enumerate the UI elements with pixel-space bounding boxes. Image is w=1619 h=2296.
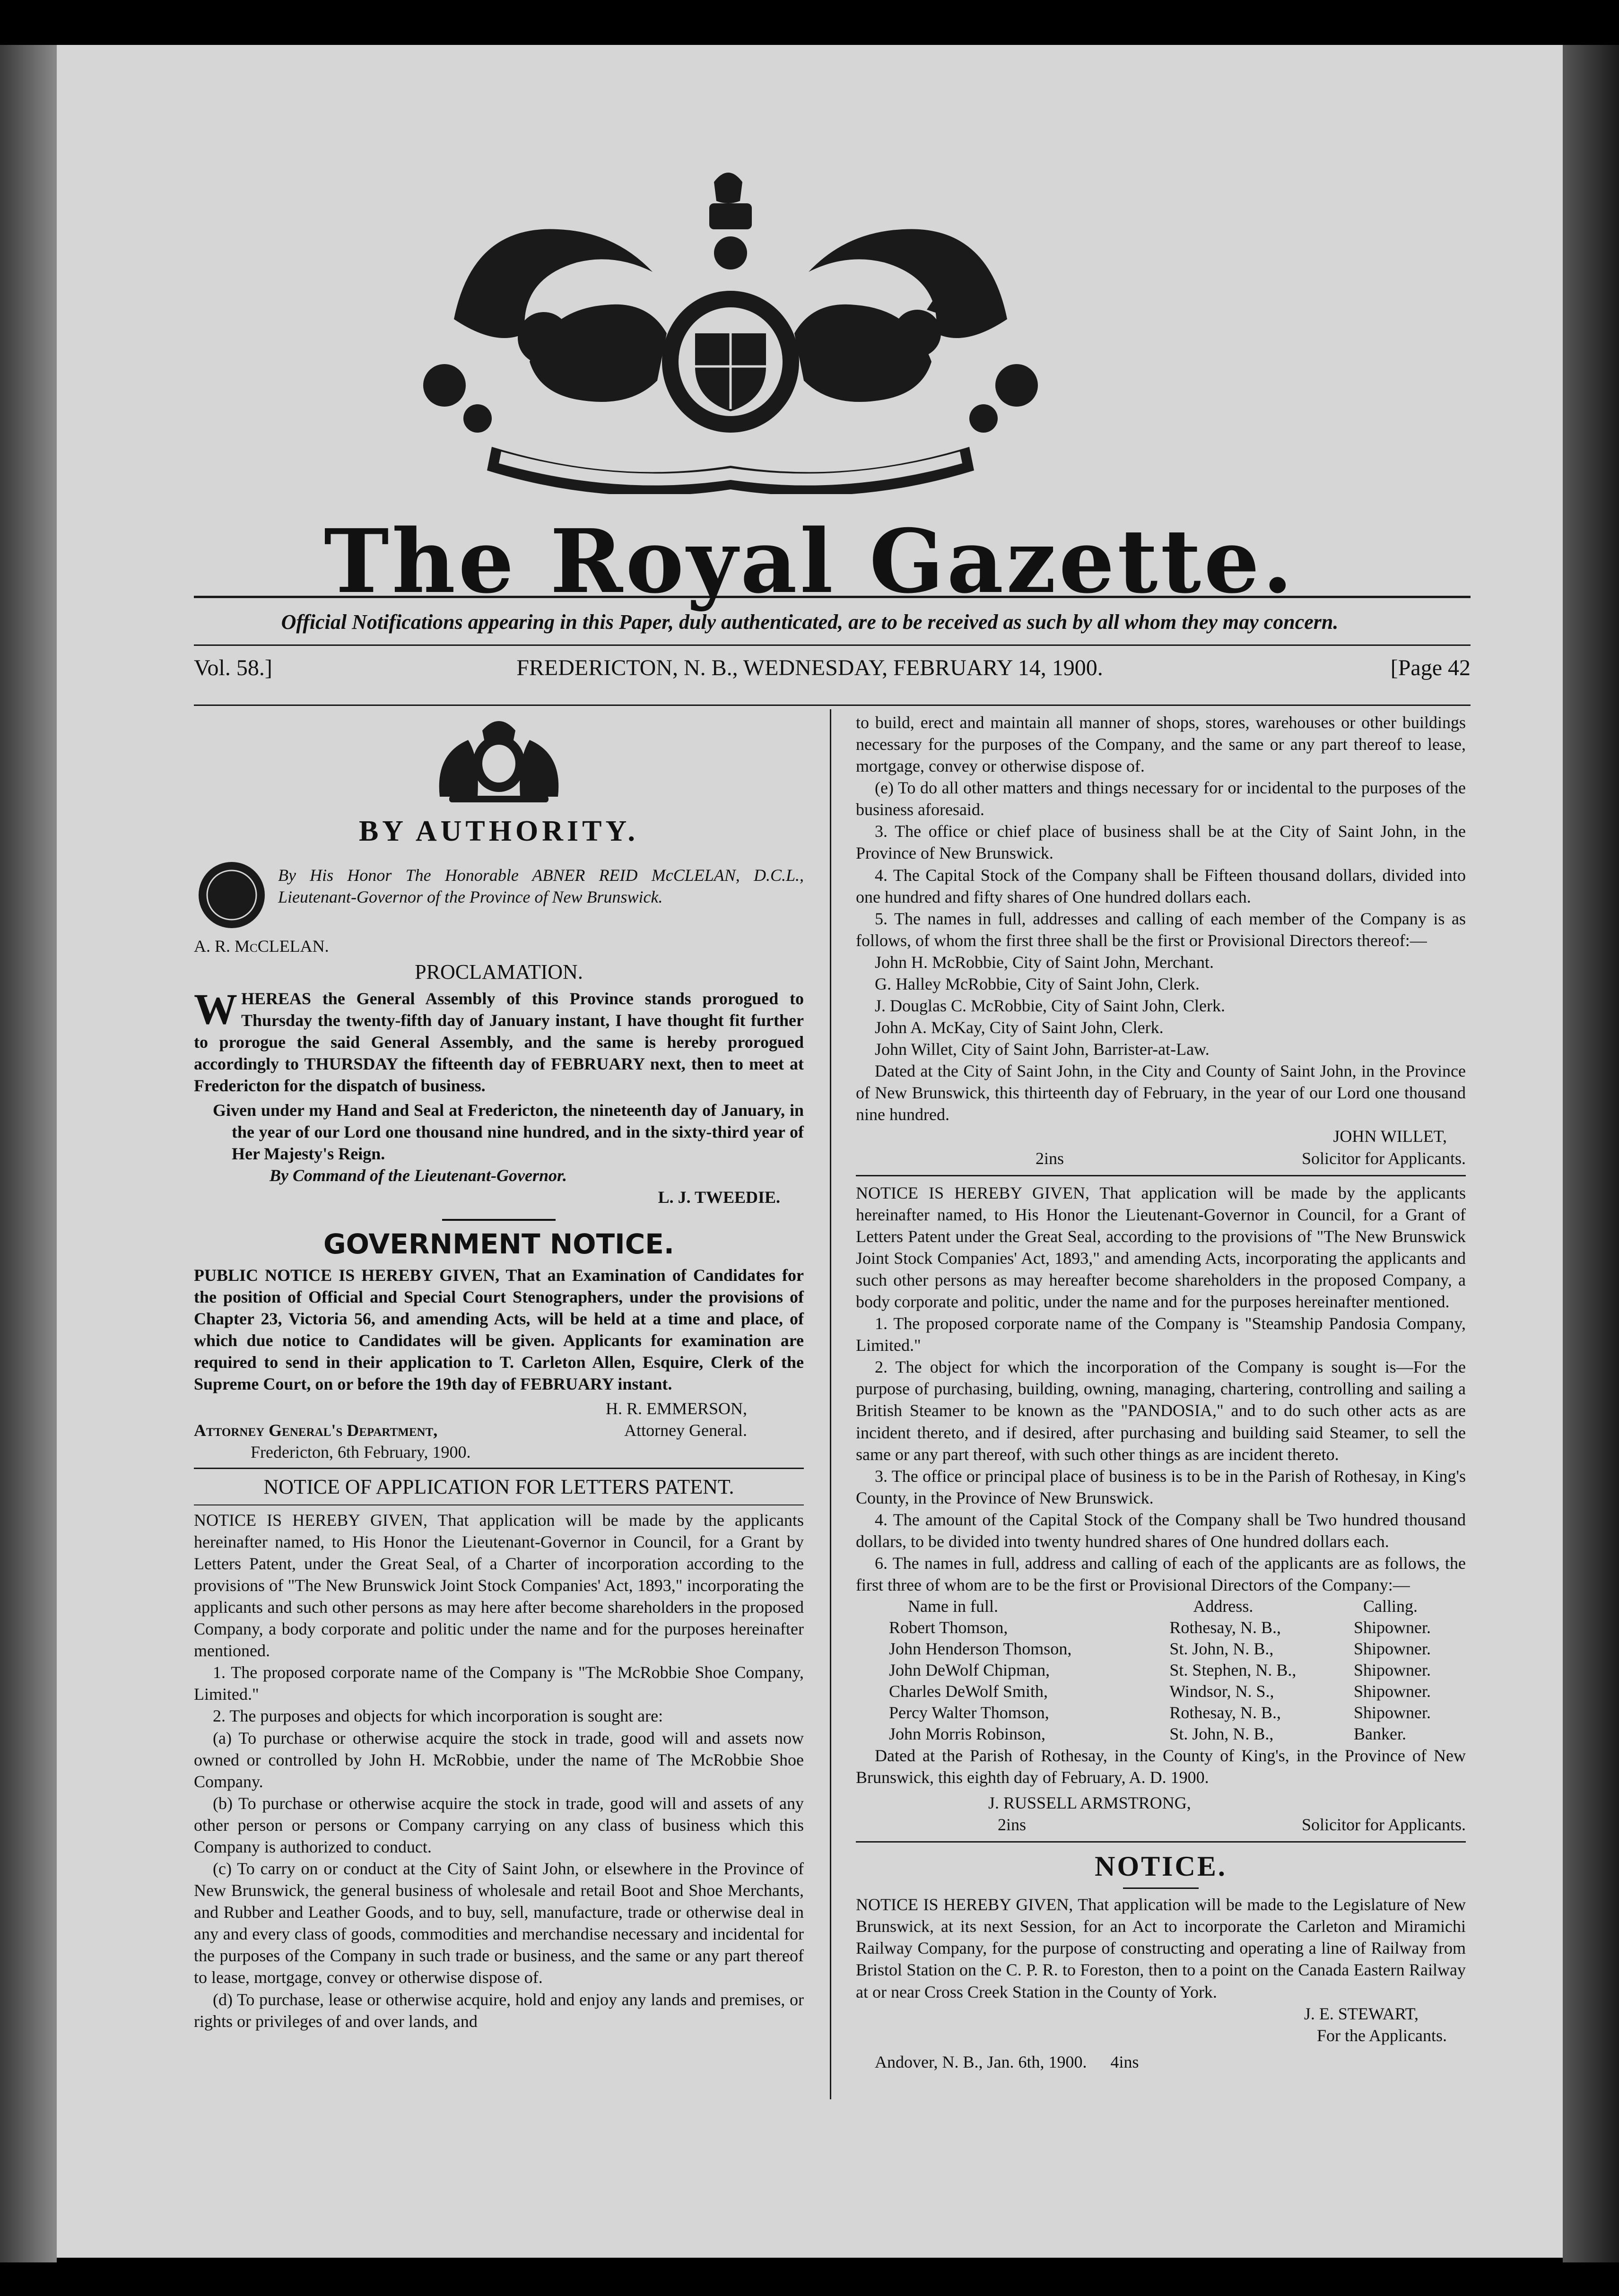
dateline-rule xyxy=(194,704,1471,706)
drop-cap: W xyxy=(194,987,237,1033)
list-item: G. Halley McRobbie, City of Saint John, Clerk. xyxy=(875,974,1200,993)
continued-text: to build, erect and maintain all manner of shops, stores, warehouses or other buildings necessary for the purposes of the Company, and the same or any part thereof to lease, mortgage, convey or otherwise dispose of. xyxy=(856,713,1466,776)
pandosia-item-6: 6. The names in full, address and calling of each of the applicants are as follows, the first three of whom are to be the first or Provisional Directors of the Company:— xyxy=(856,1553,1466,1595)
list-item: John A. McKay, City of Saint John, Clerk. xyxy=(875,1018,1164,1037)
item-4: 4. The Capital Stock of the Company shall be Fifteen thousand dollars, divided into one hundred and fifty shares of One hundred dollars each. xyxy=(856,865,1466,906)
signature-title: For the Applicants. xyxy=(1317,2026,1447,2045)
gov-signature-name: H. R. EMMERSON, xyxy=(605,1399,747,1418)
page-number: [Page 42 xyxy=(1390,655,1471,680)
given-text: Given under my Hand and Seal at Fredericton, the nineteenth day of January, in the year of our Lord one thousand nine hundred, and in the sixty-third year of Her Majesty's Reign. xyxy=(213,1101,804,1164)
letters-patent-item-d: (d) To purchase, lease or otherwise acquire, hold and enjoy any lands and premises, or rights or privileges of and over lands, and xyxy=(194,1990,804,2031)
newspaper-page xyxy=(57,45,1563,2258)
letters-patent-text: NOTICE IS HEREBY GIVEN, That application will be made by the applicants hereinafter named, to His Honor the Lieutenant-Governor in Council, for a Grant by Letters Patent, under the Great Seal, of a Charter of incorporation according to the provisions of "The New Brunswick Joint Stock Companies' Act, 1893," incorporating the applicants and such other persons as may here after become shareholders in the proposed Company, a body corporate and politic under the name and for the purposes hereinafter mentioned. xyxy=(194,1510,804,1661)
item-e: (e) To do all other matters and things necessary for or incidental to the purposes of the business aforesaid. xyxy=(856,778,1466,819)
letters-patent-item-1: 1. The proposed corporate name of the Company is "The McRobbie Shoe Company, Limited." xyxy=(194,1663,804,1704)
proclamation-heading: PROCLAMATION. xyxy=(415,960,583,984)
newspaper-title: The Royal Gazette. xyxy=(323,510,1296,613)
gov-signature-row xyxy=(194,1419,804,1441)
item-3: 3. The office or chief place of business shall be at the City of Saint John, in the Province of New Brunswick. xyxy=(856,822,1466,863)
table-row: John DeWolf Chipman, St. Stephen, N. B., Shipowner. xyxy=(889,1661,1431,1680)
dated-statement: Dated at the Parish of Rothesay, in the County of King's, in the Province of New Brunswick, this eighth day of February, A. D. 1900. xyxy=(856,1746,1466,1787)
lg-intro-block xyxy=(194,860,804,931)
pandosia-notice-text: NOTICE IS HEREBY GIVEN, That application will be made by the applicants hereinafter named, to His Honor the Lieutenant-Governor in Council, for a Grant of Letters Patent under the Great Seal, according to the provisions of "The New Brunswick Joint Stock Companies' Act, 1893," and amending Acts, incorporating the applicants and such other persons as may hereafter become shareholders in the proposed Company, a body corporate and politic, under the name and for the purposes hereinafter mentioned. xyxy=(856,1183,1466,1312)
column-header: Name in full. xyxy=(908,1597,998,1616)
list-item: J. Douglas C. McRobbie, City of Saint John, Clerk. xyxy=(875,996,1225,1016)
table-header-row xyxy=(856,1596,1466,1617)
by-command-signature: L. J. TWEEDIE. xyxy=(658,1188,780,1207)
pandosia-item-1: 1. The proposed corporate name of the Company is "Steamship Pandosia Company, Limited." xyxy=(856,1314,1466,1355)
tagline: Official Notifications appearing in this Paper, duly authenticated, are to be received as such by all whom they may concern. xyxy=(281,610,1339,634)
list-item: John H. McRobbie, City of Saint John, Merchant. xyxy=(875,952,1214,972)
section-rule xyxy=(442,1219,556,1221)
insertion-count: 2ins xyxy=(998,1815,1027,1835)
signature-row xyxy=(856,1148,1466,1169)
notice-footer-row xyxy=(856,2051,1466,2073)
signature-name: JOHN WILLET, xyxy=(1333,1127,1447,1146)
table-row: John Morris Robinson, St. John, N. B., Banker. xyxy=(889,1724,1406,1744)
right-column xyxy=(856,712,1466,2073)
small-coat-of-arms-icon xyxy=(194,712,804,806)
letters-patent-item-b: (b) To purchase or otherwise acquire the stock in trade, good will and assets of any other person or persons or Company carrying on any class of business which this Company is authorized to conduct. xyxy=(194,1793,804,1856)
gov-department-date: Fredericton, 6th February, 1900. xyxy=(251,1443,471,1462)
gov-department: Attorney General's Department, xyxy=(194,1421,438,1440)
place-date: FREDERICTON, N. B., WEDNESDAY, FEBRUARY 14, 1900. xyxy=(516,655,1103,680)
insertion-count: 4ins xyxy=(1110,2052,1139,2071)
notice-heading: NOTICE. xyxy=(1095,1851,1227,1882)
table-row: Robert Thomson, Rothesay, N. B., Shipowner. xyxy=(889,1618,1431,1637)
table-row: John Henderson Thomson, St. John, N. B., Shipowner. xyxy=(889,1639,1431,1659)
directors-table xyxy=(856,1596,1466,1745)
lg-signature: A. R. McCLELAN. xyxy=(194,937,329,956)
proclamation-text: WHEREAS the General Assembly of this Province stands prorogued to Thursday the twenty-fifth day of January instant, I have thought fit further to prorogue the said General Assembly, and the same is hereby prorogued accordingly to THURSDAY the fifteenth day of FEBRUARY next, then to meet at Fredericton for the dispatch of business. xyxy=(194,987,804,1096)
heading-rule xyxy=(1123,1887,1199,1889)
tagline-rule xyxy=(194,644,1471,646)
column-divider xyxy=(830,709,831,2099)
railway-notice-text: NOTICE IS HEREBY GIVEN, That application will be made to the Legislature of New Brunswick, at its next Session, for an Act to incorporate the Carleton and Miramichi Railway Company, for the purpose of constructing and operating a line of Railway from Bristol Station on the C. P. R. to Foreston, then to a point on the Canada Eastern Railway at or near Cross Creek Station in the County of York. xyxy=(856,1895,1466,2001)
letters-patent-item-a: (a) To purchase or otherwise acquire the stock in trade, good will and assets now owned or controlled by John H. McRobbie, under the name of The McRobbie Shoe Company. xyxy=(194,1728,804,1791)
by-authority-heading: BY AUTHORITY. xyxy=(358,815,639,847)
signature-title: Solicitor for Applicants. xyxy=(1302,1148,1466,1168)
insertion-count: 2ins xyxy=(1036,1148,1064,1168)
section-rule xyxy=(194,1468,804,1469)
binding-shadow xyxy=(0,45,57,2262)
table-row: Percy Walter Thomson, Rothesay, N. B., Shipowner. xyxy=(889,1703,1431,1722)
item-5: 5. The names in full, addresses and calling of each member of the Company is as follows, of whom the first three shall be the first or Provisional Directors thereof:— xyxy=(856,909,1466,950)
signature-title: Solicitor for Applicants. xyxy=(1302,1815,1466,1835)
column-header: Calling. xyxy=(1363,1597,1418,1616)
signature-name: J. RUSSELL ARMSTRONG, xyxy=(988,1793,1191,1813)
dated-statement: Dated at the City of Saint John, in the City and County of Saint John, in the Province of New Brunswick, this thirteenth day of February, in the year of our Lord one thousand nine hundred. xyxy=(856,1061,1466,1124)
pandosia-item-2: 2. The object for which the incorporation of the Company is sought is—For the purpose of purchasing, building, owning, managing, chartering, controlling and sailing a British Steamer to be known as the "PANDOSIA," and to do such other acts as are incident thereto, and if desired, after purchasing and building said Steamer, to sell the same or any part thereof, with such other things as are incident thereto. xyxy=(856,1357,1466,1464)
by-command: By Command of the Lieutenant-Governor. xyxy=(270,1166,567,1185)
letters-patent-item-2: 2. The purposes and objects for which incorporation is sought are: xyxy=(213,1706,663,1726)
gov-signature-title: Attorney General. xyxy=(624,1421,747,1440)
government-notice-heading: GOVERNMENT NOTICE. xyxy=(323,1227,674,1260)
left-column xyxy=(194,712,804,2032)
table-row: Charles DeWolf Smith, Windsor, N. S., Shipowner. xyxy=(889,1682,1431,1701)
lg-intro: By His Honor The Honorable ABNER REID McCLELAN, D.C.L., Lieutenant-Governor of the Province of New Brunswick. xyxy=(278,866,804,907)
royal-coat-of-arms-icon xyxy=(388,163,1073,494)
government-notice-text: PUBLIC NOTICE IS HEREBY GIVEN, That an Examination of Candidates for the position of Official and Special Court Stenographers, under the provisions of Chapter 23, Victoria 56, and amending Acts, will be held at a time and place, of which due notice to Candidates will be given. Applicants for examination are required to send in their application to T. Carleton Allen, Esquire, Clerk of the Supreme Court, on or before the 19th day of FEBRUARY instant. xyxy=(194,1265,804,1394)
place-date: Andover, N. B., Jan. 6th, 1900. xyxy=(875,2052,1087,2071)
volume-number: Vol. 58.] xyxy=(194,655,272,680)
column-header: Address. xyxy=(1193,1597,1253,1616)
pandosia-item-3: 3. The office or principal place of business is to be in the Parish of Rothesay, in King's County, in the Province of New Brunswick. xyxy=(856,1466,1466,1507)
member-list xyxy=(856,951,1466,1060)
signature-row xyxy=(856,1792,1466,1814)
section-rule xyxy=(856,1841,1466,1843)
signature-name: J. E. STEWART, xyxy=(1304,2004,1419,2023)
signature-row xyxy=(856,1814,1466,1835)
list-item: John Willet, City of Saint John, Barrister-at-Law. xyxy=(875,1040,1210,1059)
page-edge xyxy=(1563,45,1619,2262)
section-rule xyxy=(856,1175,1466,1176)
seal-icon xyxy=(194,860,270,931)
pandosia-item-4: 4. The amount of the Capital Stock of the Company shall be Two hundred thousand dollars, to be divided into twenty hundred shares of One hundred dollars each. xyxy=(856,1510,1466,1551)
letters-patent-item-c: (c) To carry on or conduct at the City of Saint John, or elsewhere in the Province of New Brunswick, the general business of wholesale and retail Boot and Shoe Merchants, and Rubber and Leather Goods, and to buy, sell, manufacture, trade or otherwise deal in any and every class of goods, commodities and merchandise necessary and incidental for the purposes of the Company in such trade or business, and the same or any part thereof to lease, mortgage, convey or otherwise dispose of. xyxy=(194,1859,804,1987)
letters-patent-heading: NOTICE OF APPLICATION FOR LETTERS PATENT. xyxy=(263,1475,734,1499)
